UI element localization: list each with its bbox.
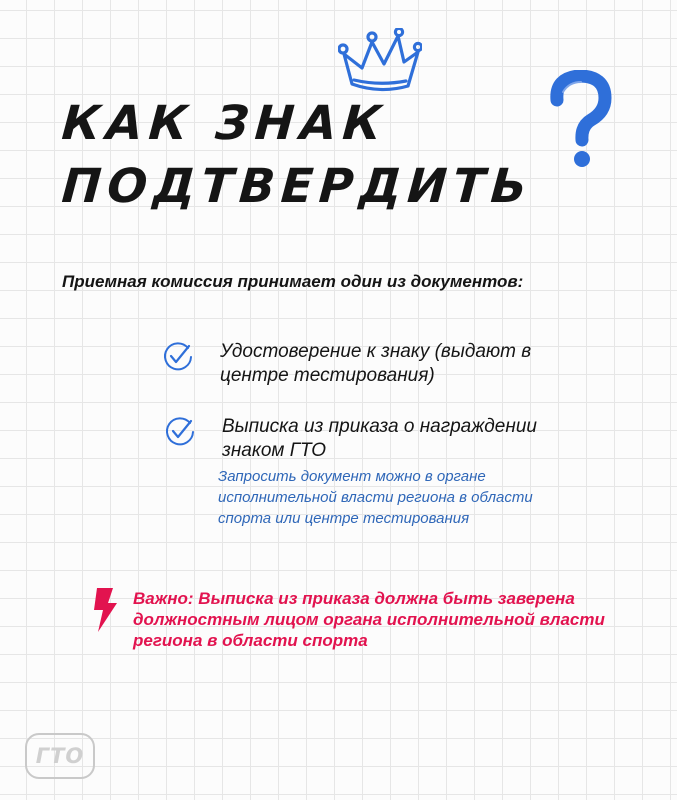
lightning-icon bbox=[93, 588, 119, 632]
crown-icon bbox=[338, 28, 422, 94]
title-line-2: ПОДТВЕРДИТЬ bbox=[60, 159, 535, 214]
title-line-1: КАК ЗНАК bbox=[60, 96, 390, 151]
request-note: Запросить документ можно в органе исполнительной власти региона в области спорта или центре тестирования bbox=[218, 468, 533, 527]
gto-logo: ГТО bbox=[25, 733, 95, 779]
question-mark-icon bbox=[549, 70, 613, 170]
document-text-2: Выписка из приказа о награждении знаком ГТО bbox=[222, 416, 537, 461]
important-note: Важно: Выписка из приказа должна быть заверена должностным лицом органа исполнительной власти региона в области спорта bbox=[133, 589, 605, 650]
check-circle-icon bbox=[164, 415, 196, 447]
check-circle-icon bbox=[162, 340, 194, 372]
lead-text: Приемная комиссия принимает один из документов: bbox=[62, 272, 524, 291]
document-text-1: Удостоверение к знаку (выдают в центре тестирования) bbox=[220, 341, 532, 386]
